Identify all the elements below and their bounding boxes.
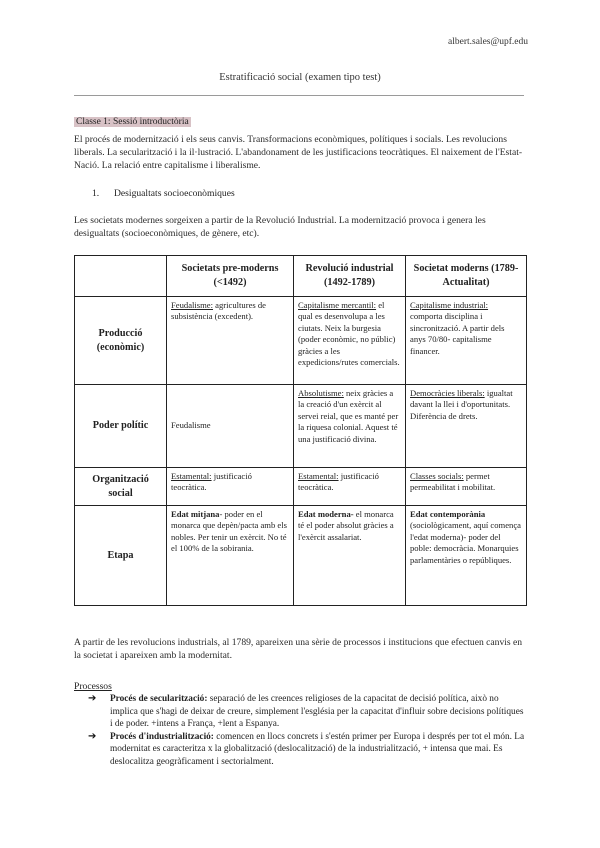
intro-paragraph-2: Les societats modernes sorgeixen a partir de la Revolució Industrial. La modernització provoca i genera les desigualtats (socioeconòmiques, de gènere, etc).	[74, 215, 486, 239]
after-table-paragraph: A partir de les revolucions industrials, al 1789, apareixen una sèrie de processos i institucions que efectuen canvis en la societat i apareixen amb la modernitat.	[74, 637, 523, 661]
table-cell: Capitalisme mercantil: el qual es desenvolupa a les ciutats. Neix la burgesia (poder econòmic, no públic) gràcies a les expedicions/rutes comercials.	[294, 297, 406, 385]
table-row	[75, 297, 527, 385]
processes-heading: Processos	[74, 681, 112, 692]
comparison-table	[74, 255, 527, 606]
table-cell: Feudalisme: agricultures de subsistència (excedent).	[167, 297, 294, 385]
author-email: albert.sales@upf.edu	[448, 37, 528, 47]
table-header-cell: Revolució industrial (1492-1789)	[294, 256, 406, 297]
item-label: Desigualtats socioeconòmiques	[114, 188, 235, 199]
row-label: Organització social	[75, 468, 167, 506]
table-cell: Classes socials: permet permeabilitat i mobilitat.	[406, 468, 527, 506]
arrow-bullet-icon: ➔	[88, 693, 97, 704]
section-label: Classe 1: Sessió introductòria	[76, 117, 189, 127]
list-item: ➔ Procés de secularització: separació de les creences religioses de la capacitat de decisió política, això no implica que s'hagi de deixar de creure, simplement l'església per la capacitat d'influir sobre decisions polítiques i de poder. +intens a França, +lent a Espanya.	[88, 693, 524, 730]
table-header-cell: Societats pre-moderns (<1492)	[167, 256, 294, 297]
table-header-row	[75, 256, 527, 297]
table-header-cell	[75, 256, 167, 297]
list-item: ➔ Procés d'industrialització: comencen en llocs concrets i s'estén primer per Europa i després per tot el món. La modernitat es caracteritza x la globalització (deslocalització) de la industrialització, + intensa que mai. Es deslocalitza geogràficament i sectorialment.	[88, 730, 525, 767]
table-row	[75, 468, 527, 506]
item-number: 1.	[92, 188, 100, 199]
table-cell: Feudalisme	[167, 385, 294, 468]
table-cell: Capitalisme industrial: comporta disciplina i sincronització. A partir dels anys 70/80- capitalisme financer.	[406, 297, 527, 385]
table-cell: Democràcies liberals: igualtat davant la llei i d'oportunitats. Diferència de drets.	[406, 385, 527, 468]
intro-paragraph: El procés de modernització i els seus canvis. Transformacions econòmiques, polítiques i socials. Les revolucions liberals. La secularització i la il·lustració. L'abandonament de les justificacions teocràtiques. El naixement de l'Estat- Nació. La relació entre capitalisme i liberalisme.	[74, 134, 523, 171]
numbered-item	[92, 188, 235, 199]
row-label: Etapa	[75, 506, 167, 606]
processes-list	[88, 693, 528, 769]
arrow-bullet-icon: ➔	[88, 730, 97, 742]
table-cell: Absolutisme: neix gràcies a la creació d'un exèrcit al servei reial, que es manté per la riquesa colonial. Aquest té una justificació divina.	[294, 385, 406, 468]
table-cell: Edat contemporània (sociològicament, aquí comença l'edat moderna)- poder del poble: democràcia. Monarquies parlamentàries o repúbliques.	[406, 506, 527, 606]
table-cell: Edat mitjana- poder en el monarca que depèn/pacta amb els nobles. Per tenir un exèrcit. No té el 100% de la sobirania.	[167, 506, 294, 606]
table-header-cell: Societat moderns (1789-Actualitat)	[406, 256, 527, 297]
table-row	[75, 506, 527, 606]
table-cell: Estamental: justificació teocràtica.	[294, 468, 406, 506]
title-divider	[74, 95, 524, 96]
row-label: Poder polític	[75, 385, 167, 468]
table-cell: Edat moderna- el monarca té el poder absolut gràcies a l'exèrcit assalariat.	[294, 506, 406, 606]
table-cell: Estamental: justificació teocràtica.	[167, 468, 294, 506]
row-label: Producció (econòmic)	[75, 297, 167, 385]
document-title: Estratificació social (examen tipo test)	[219, 72, 381, 83]
table-row	[75, 385, 527, 468]
